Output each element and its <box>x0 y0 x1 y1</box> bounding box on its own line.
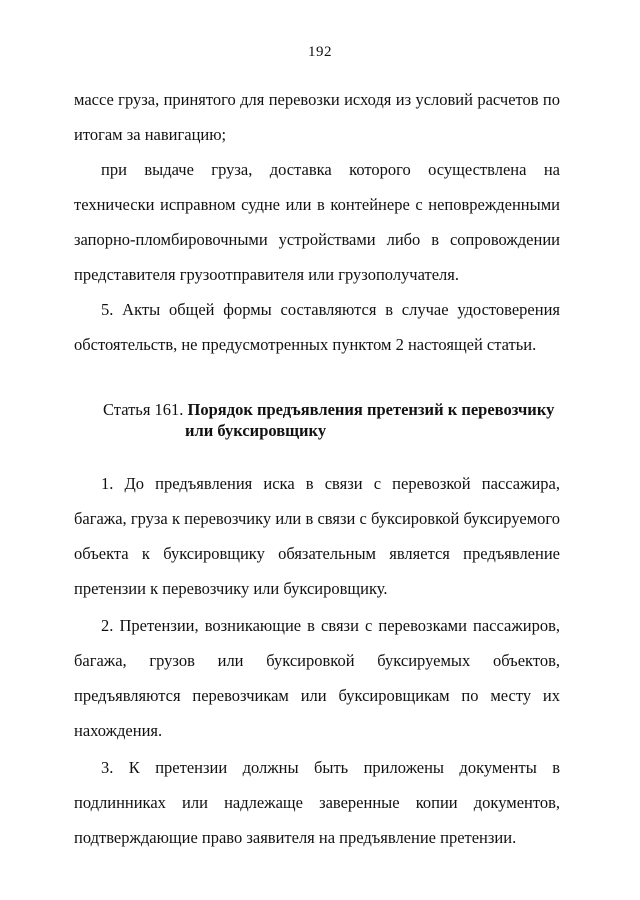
article-title-continuation: или буксировщику <box>185 421 327 440</box>
body-text-top <box>74 82 560 362</box>
paragraph-item-5: 5. Акты общей формы составляются в случае удостоверения обстоятельств, не предусмотренных пунктом 2 настоящей статьи. <box>74 300 560 354</box>
article-number: Статья 161. <box>103 400 184 419</box>
paragraph-item-3: 3. К претензии должны быть приложены документы в подлинниках или надлежаще заверенные копии документов, подтверждающие право заявителя на предъявление претензии. <box>74 758 560 847</box>
paragraph-cargo-delivery: при выдаче груза, доставка которого осуществлена на технически исправном судне или в контейнере с неповрежденными запорно-пломбировочными устройствами либо в сопровождении представителя грузоотправителя или грузополучателя. <box>74 160 560 284</box>
paragraph-item-1: 1. До предъявления иска в связи с перевозкой пассажира, багажа, груза к перевозчику или в связи с буксировкой буксируемого объекта к буксировщику обязательным является предъявление претензии к перевозчику или буксировщику. <box>74 474 560 598</box>
article-heading <box>103 399 563 441</box>
body-text-bottom <box>74 466 560 855</box>
article-title: Порядок предъявления претензий к перевозчику <box>187 400 555 419</box>
paragraph-continuation: массе груза, принятого для перевозки исходя из условий расчетов по итогам за навигацию; <box>74 90 560 144</box>
paragraph-item-2: 2. Претензии, возникающие в связи с перевозками пассажиров, багажа, грузов или буксировкой буксируемых объектов, предъявляются перевозчикам или буксировщикам по месту их нахождения. <box>74 616 560 740</box>
page-number: 192 <box>308 44 332 60</box>
